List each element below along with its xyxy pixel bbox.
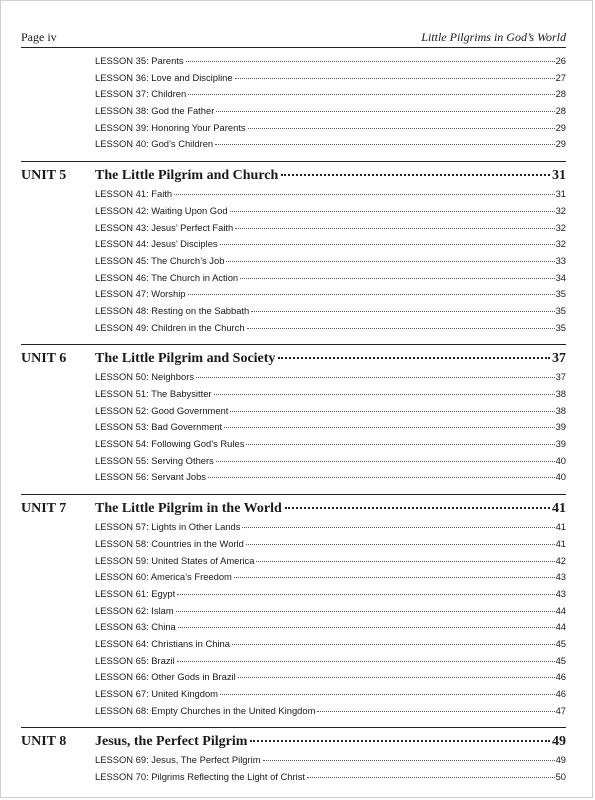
toc-lesson-entry xyxy=(95,538,566,555)
lesson-title: LESSON 47: Worship xyxy=(95,288,186,300)
lesson-title: LESSON 59: United States of America xyxy=(95,554,255,566)
dot-leader xyxy=(177,661,555,662)
lesson-page-number: 29 xyxy=(555,121,566,133)
dot-leader xyxy=(232,644,555,645)
dot-leader xyxy=(317,711,554,712)
lesson-page-number: 43 xyxy=(555,571,566,583)
toc-lesson-entry xyxy=(95,655,566,672)
lesson-page-number: 41 xyxy=(555,521,566,533)
toc-lesson-entry xyxy=(95,688,566,705)
lesson-page-number: 35 xyxy=(555,321,566,333)
lesson-title: LESSON 70: Pilgrims Reflecting the Light of Christ xyxy=(95,771,305,783)
unit-number: UNIT 5 xyxy=(21,168,67,184)
dot-leader xyxy=(250,740,550,742)
toc-lesson-entry xyxy=(95,621,566,638)
toc-lesson-entry xyxy=(95,371,566,388)
dot-leader xyxy=(188,294,555,295)
lesson-page-number: 43 xyxy=(555,587,566,599)
unit-heading xyxy=(21,168,566,188)
toc-lesson-entry xyxy=(95,588,566,605)
dot-leader xyxy=(281,174,550,176)
unit-section xyxy=(21,344,566,488)
lesson-title: LESSON 52: Good Government xyxy=(95,404,229,416)
toc-lesson-entry xyxy=(95,72,566,89)
lesson-title: LESSON 55: Serving Others xyxy=(95,454,214,466)
lesson-title: LESSON 56: Servant Jobs xyxy=(95,471,206,483)
toc-lesson-entry xyxy=(95,222,566,239)
toc-lesson-entry xyxy=(95,638,566,655)
toc-lesson-entry xyxy=(95,555,566,572)
lesson-title: LESSON 65: Brazil xyxy=(95,654,175,666)
dot-leader xyxy=(278,357,550,359)
toc-lesson-entry xyxy=(95,438,566,455)
toc-lesson-entry xyxy=(95,55,566,72)
toc-lesson-entry xyxy=(95,255,566,272)
dot-leader xyxy=(177,594,554,595)
lesson-title: LESSON 62: Islam xyxy=(95,604,174,616)
unit-section xyxy=(21,161,566,338)
lesson-page-number: 38 xyxy=(555,388,566,399)
dot-leader xyxy=(285,507,550,509)
lesson-page-number: 38 xyxy=(555,404,566,416)
dot-leader xyxy=(216,461,555,462)
lesson-page-number: 47 xyxy=(555,704,566,716)
toc-lesson-entry xyxy=(95,188,566,205)
dot-leader xyxy=(251,311,554,312)
lesson-page-number: 32 xyxy=(555,204,566,216)
lesson-page-number: 46 xyxy=(555,688,566,699)
toc-lesson-entry xyxy=(95,205,566,222)
lesson-title: LESSON 58: Countries in the World xyxy=(95,537,244,549)
unit-title: The Little Pilgrim and Church xyxy=(95,168,279,184)
toc-lesson-entry xyxy=(95,605,566,622)
toc-lesson-entry xyxy=(95,238,566,255)
dot-leader xyxy=(178,627,555,628)
lesson-page-number: 50 xyxy=(555,771,566,783)
lesson-title: LESSON 54: Following God’s Rules xyxy=(95,438,245,450)
dot-leader xyxy=(214,394,555,395)
lesson-page-number: 33 xyxy=(555,254,566,266)
toc-lesson-entry xyxy=(95,571,566,588)
lesson-page-number: 35 xyxy=(555,288,566,300)
dot-leader xyxy=(238,677,555,678)
dot-leader xyxy=(242,527,554,528)
unit-heading xyxy=(21,501,566,521)
page-header xyxy=(21,29,566,48)
lesson-title: LESSON 44: Jesus’ Disciples xyxy=(95,238,218,250)
lesson-title: LESSON 49: Children in the Church xyxy=(95,321,245,333)
lesson-page-number: 37 xyxy=(555,371,566,383)
toc-lesson-entry xyxy=(95,771,566,788)
unit-page-number: 49 xyxy=(552,734,566,750)
toc-lesson-entry xyxy=(95,671,566,688)
toc-lesson-entry xyxy=(95,521,566,538)
dot-leader xyxy=(230,411,554,412)
lesson-title: LESSON 42: Waiting Upon God xyxy=(95,204,228,216)
toc-lesson-entry xyxy=(95,288,566,305)
lesson-page-number: 32 xyxy=(555,238,566,250)
lesson-title: LESSON 64: Christians in China xyxy=(95,637,230,649)
unit-number: UNIT 8 xyxy=(21,734,67,750)
lesson-title: LESSON 63: China xyxy=(95,621,176,633)
lesson-page-number: 40 xyxy=(555,471,566,483)
lesson-page-number: 32 xyxy=(555,221,566,233)
dot-leader xyxy=(246,444,554,445)
dot-leader xyxy=(248,128,555,129)
lesson-title: LESSON 51: The Babysitter xyxy=(95,388,212,399)
lesson-page-number: 28 xyxy=(555,88,566,100)
lesson-page-number: 45 xyxy=(555,654,566,666)
lesson-title: LESSON 41: Faith xyxy=(95,188,173,200)
lesson-title: LESSON 35: Parents xyxy=(95,55,184,66)
lesson-page-number: 35 xyxy=(555,304,566,316)
dot-leader xyxy=(235,78,555,79)
unit-heading xyxy=(21,734,566,754)
toc-lesson-entry xyxy=(95,138,566,155)
lesson-title: LESSON 57: Lights in Other Lands xyxy=(95,521,241,533)
dot-leader xyxy=(215,144,554,145)
lesson-page-number: 39 xyxy=(555,421,566,433)
dot-leader xyxy=(208,477,555,478)
lesson-title: LESSON 67: United Kingdom xyxy=(95,688,218,699)
lesson-title: LESSON 37: Children xyxy=(95,88,187,100)
lesson-page-number: 27 xyxy=(555,71,566,83)
dot-leader xyxy=(263,760,555,761)
lesson-title: LESSON 50: Neighbors xyxy=(95,371,195,383)
lesson-page-number: 29 xyxy=(555,138,566,150)
toc-lesson-entry xyxy=(95,421,566,438)
toc-lesson-entry xyxy=(95,322,566,339)
lesson-page-number: 41 xyxy=(555,537,566,549)
unit-section xyxy=(21,494,566,721)
lesson-page-number: 40 xyxy=(555,454,566,466)
toc-lesson-entry xyxy=(95,705,566,722)
lesson-title: LESSON 69: Jesus, The Perfect Pilgrim xyxy=(95,754,261,766)
lesson-page-number: 39 xyxy=(555,438,566,450)
unit-title: The Little Pilgrim in the World xyxy=(95,501,282,517)
dot-leader xyxy=(176,611,555,612)
page-number-label: Page iv xyxy=(21,30,57,44)
lesson-title: LESSON 46: The Church in Action xyxy=(95,271,239,283)
dot-leader xyxy=(220,244,555,245)
lesson-page-number: 34 xyxy=(555,271,566,283)
unit-title: Jesus, the Perfect Pilgrim xyxy=(95,734,248,750)
lesson-title: LESSON 68: Empty Churches in the United Kingdom xyxy=(95,704,316,716)
dot-leader xyxy=(174,194,554,195)
toc-lesson-entry xyxy=(95,455,566,472)
toc-lesson-entry xyxy=(95,305,566,322)
lesson-title: LESSON 60: America’s Freedom xyxy=(95,571,232,583)
dot-leader xyxy=(224,427,554,428)
lesson-title: LESSON 61: Egypt xyxy=(95,587,176,599)
unit-heading xyxy=(21,351,566,371)
unit-section xyxy=(21,727,566,787)
dot-leader xyxy=(235,228,554,229)
toc-lesson-entry xyxy=(95,272,566,289)
dot-leader xyxy=(247,328,555,329)
dot-leader xyxy=(196,377,555,378)
toc-lesson-entry xyxy=(95,405,566,422)
lesson-page-number: 28 xyxy=(555,105,566,117)
dot-leader xyxy=(216,111,554,112)
lesson-title: LESSON 53: Bad Government xyxy=(95,421,223,433)
lesson-page-number: 46 xyxy=(555,671,566,683)
toc-lesson-entry xyxy=(95,88,566,105)
dot-leader xyxy=(246,544,555,545)
lesson-title: LESSON 43: Jesus’ Perfect Faith xyxy=(95,221,234,233)
lesson-title: LESSON 39: Honoring Your Parents xyxy=(95,121,246,133)
unit-page-number: 37 xyxy=(552,351,566,367)
toc-lesson-entry xyxy=(95,122,566,139)
lesson-title: LESSON 48: Resting on the Sabbath xyxy=(95,304,250,316)
unit-page-number: 31 xyxy=(552,168,566,184)
lesson-page-number: 44 xyxy=(555,604,566,616)
lesson-title: LESSON 38: God the Father xyxy=(95,105,215,117)
toc-lesson-entry xyxy=(95,388,566,405)
lesson-page-number: 49 xyxy=(555,754,566,766)
lesson-title: LESSON 40: God’s Children xyxy=(95,138,214,150)
unit-number: UNIT 6 xyxy=(21,351,67,367)
dot-leader xyxy=(307,777,555,778)
dot-leader xyxy=(240,278,554,279)
dot-leader xyxy=(188,94,554,95)
dot-leader xyxy=(220,694,555,695)
lesson-title: LESSON 36: Love and Discipline xyxy=(95,71,233,83)
table-of-contents xyxy=(21,55,566,788)
unit-page-number: 41 xyxy=(552,501,566,517)
toc-lesson-entry xyxy=(95,471,566,488)
lesson-page-number: 44 xyxy=(555,621,566,633)
lesson-page-number: 42 xyxy=(555,554,566,566)
dot-leader xyxy=(186,61,555,62)
lesson-page-number: 26 xyxy=(555,55,566,66)
dot-leader xyxy=(230,211,555,212)
toc-lesson-entry xyxy=(95,105,566,122)
unit-number: UNIT 7 xyxy=(21,501,67,517)
lesson-title: LESSON 66: Other Gods in Brazil xyxy=(95,671,236,683)
lesson-title: LESSON 45: The Church’s Job xyxy=(95,254,225,266)
lesson-page-number: 31 xyxy=(555,188,566,200)
lesson-page-number: 45 xyxy=(555,637,566,649)
dot-leader xyxy=(256,561,554,562)
dot-leader xyxy=(226,261,554,262)
book-title: Little Pilgrims in God’s World xyxy=(421,30,566,44)
dot-leader xyxy=(234,577,555,578)
toc-lesson-entry xyxy=(95,754,566,771)
unit-title: The Little Pilgrim and Society xyxy=(95,351,276,367)
